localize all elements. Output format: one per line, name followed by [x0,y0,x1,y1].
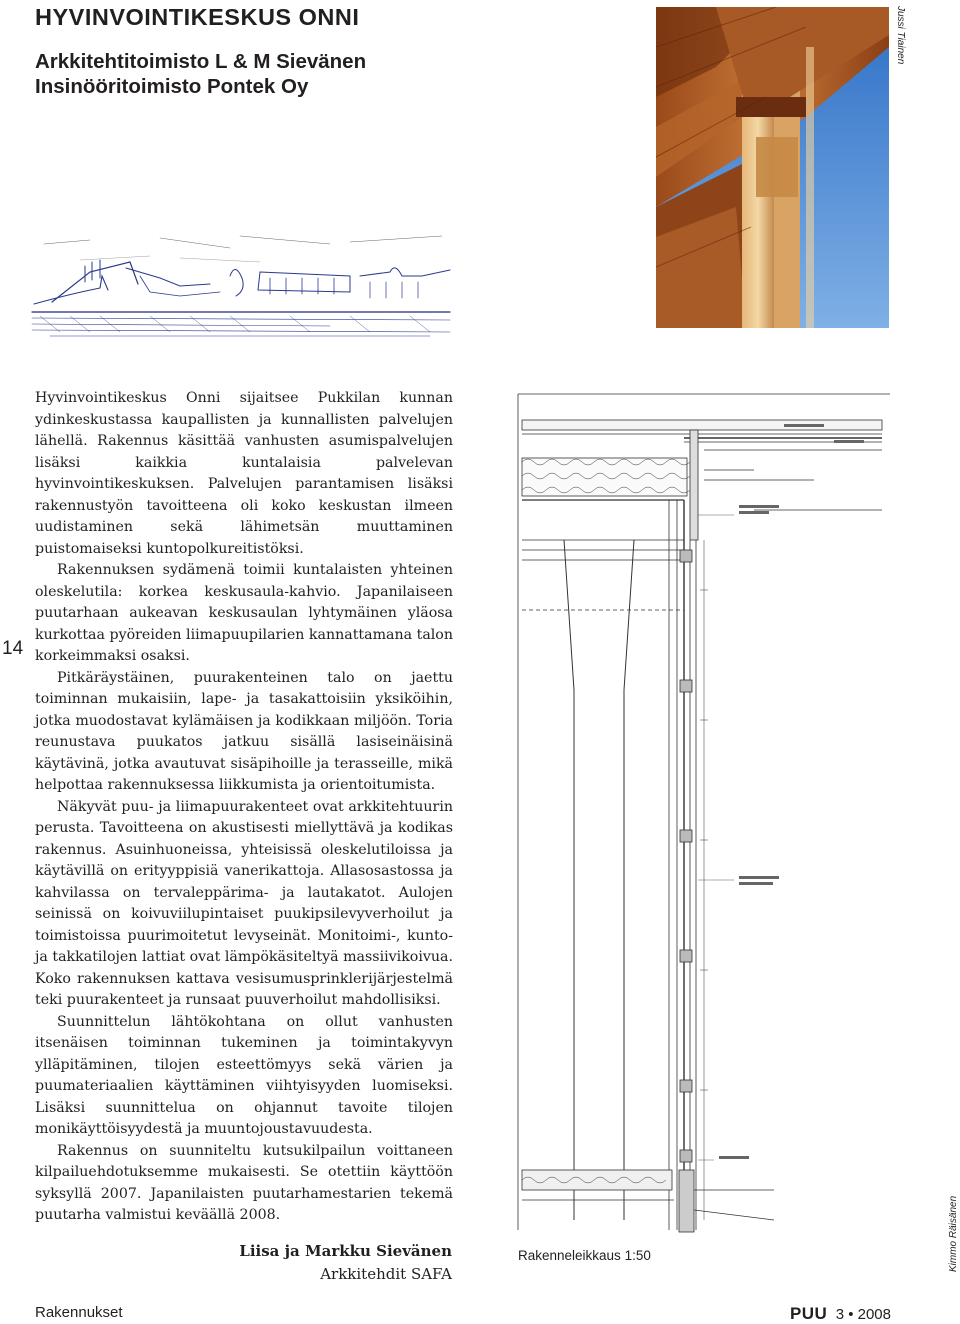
body-paragraph: Rakennus on suunniteltu kutsukilpailun voittaneen kilpailuehdotuksemme mukaisesti. Se otettiin käyttöön syksyllä 2007. Japanilaisten puutarhamestarien tekemä puutarha valmistui keväällä 2008. [35,1142,453,1223]
drawing-credit: Kimmo Räisänen [948,1195,959,1272]
engineering-firm: Insinööritoimisto Pontek Oy [35,75,309,98]
magazine-logo: PUU [789,1304,828,1323]
body-paragraph: Pitkäräystäinen, puurakenteinen talo on jaettu toiminnan mukaisiin, lape- ja tasakattoisiin yksiköihin, jotka muodostavat kylämäisen ja kodikkaan miljöön. Toria reunustava puukatos jatkuu sisällä lasiseinäisinä käytävinä, jotka avautuvat sisäpihoille ja terasseille, mikä helpottaa rakennuksessa liikkumista ja orientoitumista. [35,669,453,793]
page-number: 14 [2,638,24,659]
article-body [35,388,453,1227]
timber-structure-photo [656,7,889,328]
body-paragraph: Hyvinvointikeskus Onni sijaitsee Pukkilan kunnan ydinkeskustassa kaupallisten ja kunnallisten palvelujen lähellä. Rakennus käsittää vanhusten asumispalvelujen lisäksi kaikkia kuntalaisia palvelevan hyvinvointikeskuksen. Palvelujen parantamisen lisäksi rakennustyön tavoitteena oli koko keskustan ilmeen uudistaminen sekä lähimetsän muuttaminen puistomaiseksi kuntopolkureitistöksi. [35,390,453,557]
drawing-caption: Rakenneleikkaus 1:50 [518,1248,651,1263]
architectural-sketch [30,232,458,340]
body-paragraph: Näkyvät puu- ja liimapuurakenteet ovat arkkitehtuurin perusta. Tavoitteena on akustisesti miellyttävä ja kodikas rakennus. Asuinhuoneissa, yhteisissä oleskelutiloissa ja käytävillä on erityyppisiä vanerikattoja. Allasosastossa ja kahvilassa on tervaleppärima- ja lautakatot. Aulojen seinissä on koivuviilupintaiset puukipsilevyverhoilut ja toimistoissa puurimoitetut levyseinät. Monitoimi-, kunto- ja takkatilojen lattiat ovat lämpökäsiteltyä massiivikoivua. Koko rakennuksen kattava vesisumusprinklerijärjestelmä teki puurakenteet ja runsaat puuverhoilut mahdollisiksi. [35,798,453,1008]
footer-section: Rakennukset [35,1304,123,1321]
footer-publication [790,1304,891,1324]
author-role: Arkkitehdit SAFA [320,1265,452,1283]
issue-number: 3 • 2008 [835,1306,891,1323]
photo-credit: Jussi Tiainen [895,6,906,65]
body-paragraph: Rakennuksen sydämenä toimii kuntalaisten yhteinen oleskelutila: korkea keskusaula-kahvio. Japanilaiseen puutarhaan aukeavan keskusaulan lyhtymäinen yläosa kurkottaa pyöreiden liimapuupilarien kannattamana talon korkeimmaksi osaksi. [35,562,453,664]
body-paragraph: Suunnittelun lähtökohtana on ollut vanhusten itsenäisen toiminnan tukeminen ja toimintakyvyn ylläpitäminen, tilojen esteettömyys sekä värien ja puumateriaalien käyttäminen viihtyisyyden luomiseksi. Lisäksi suunnittelua on ohjannut tavoite tilojen monikäyttöisyydestä ja muuntojoustavuudesta. [35,1013,453,1137]
author-name: Liisa ja Markku Sievänen [239,1242,452,1260]
article-title: HYVINVOINTIKESKUS ONNI [35,4,360,30]
structural-section-drawing [514,390,894,1242]
architect-firm: Arkkitehtitoimisto L & M Sievänen [35,50,367,73]
